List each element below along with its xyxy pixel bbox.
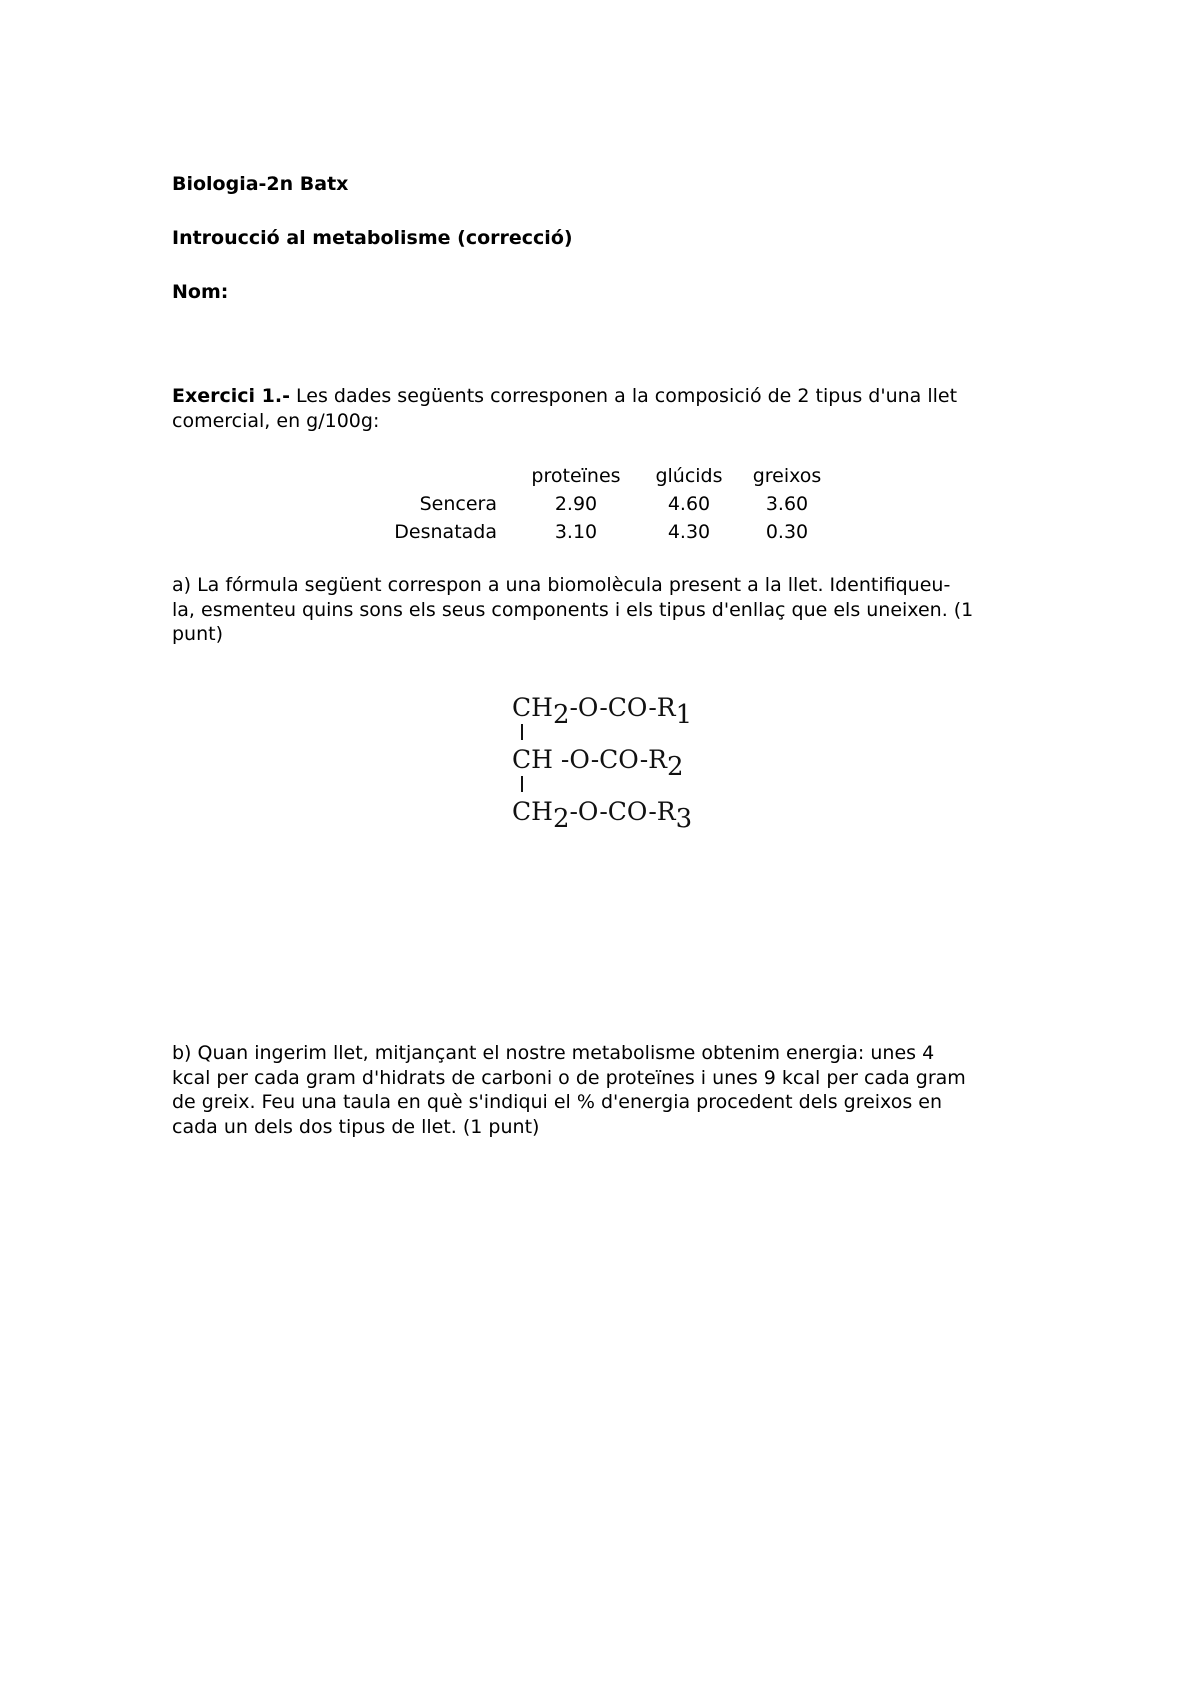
part-b-line4: cada un dels dos tipus de llet. (1 punt) (172, 1115, 540, 1138)
table-row (385, 490, 837, 518)
name-label: Nom: (172, 281, 229, 303)
part-a-question (172, 573, 1042, 647)
table-corner-cell (385, 462, 511, 490)
part-a-line1: a) La fórmula següent correspon a una biomolècula present a la llet. Identifiqueu- (172, 574, 951, 596)
table-row-label: Desnatada (394, 521, 497, 543)
exercise-1-label: Exercici 1.- (172, 385, 290, 407)
table-header-cell: proteïnes (531, 465, 621, 487)
table-cell: 4.60 (667, 493, 711, 515)
part-b-line3: de greix. Feu una taula en què s'indiqui el % d'energia procedent dels greixos en (172, 1091, 943, 1113)
exercise-1-intro (172, 384, 1042, 433)
table-header-row (385, 462, 837, 490)
part-b-question (172, 1041, 1042, 1139)
part-b-line1: b) Quan ingerim llet, mitjançant el nostre metabolisme obtenim energia: unes 4 (172, 1042, 935, 1064)
table-cell: 0.30 (765, 521, 809, 543)
formula-row-2: CH $-O-CO-R_2$ (512, 745, 684, 782)
table-header-cell: glúcids (655, 465, 723, 487)
part-a-line2: la, esmenteu quins sons els seus components i els tipus d'enllaç que els uneixen. (1 (172, 598, 974, 621)
formula-row-3: $CH_2-O-CO-R_3$ (512, 797, 693, 834)
triglyceride-formula (512, 693, 693, 834)
document-title: Introucció al metabolisme (correcció) (172, 227, 573, 249)
milk-composition-table (385, 462, 837, 546)
table-row-label: Sencera (419, 493, 497, 515)
table-cell: 4.30 (667, 521, 711, 543)
table-cell: 2.90 (554, 493, 598, 515)
formula-row-1: $CH_2-O-CO-R_1$ (512, 693, 693, 730)
table-header-cell: greixos (752, 465, 822, 487)
formula-bond-line (512, 722, 692, 746)
table-row (385, 518, 837, 546)
formula-bond-line (512, 774, 692, 798)
exercise-1-text-line1: Les dades següents corresponen a la composició de 2 tipus d'una llet (289, 385, 958, 407)
part-b-line2: kcal per cada gram d'hidrats de carboni o de proteïnes i unes 9 kcal per cada gram (172, 1066, 966, 1089)
course-title: Biologia-2n Batx (172, 173, 349, 195)
table-cell: 3.60 (765, 493, 809, 515)
part-a-line3: punt) (172, 623, 224, 645)
table-cell: 3.10 (554, 521, 598, 543)
exercise-1-text-line2: comercial, en g/100g: (172, 409, 380, 432)
